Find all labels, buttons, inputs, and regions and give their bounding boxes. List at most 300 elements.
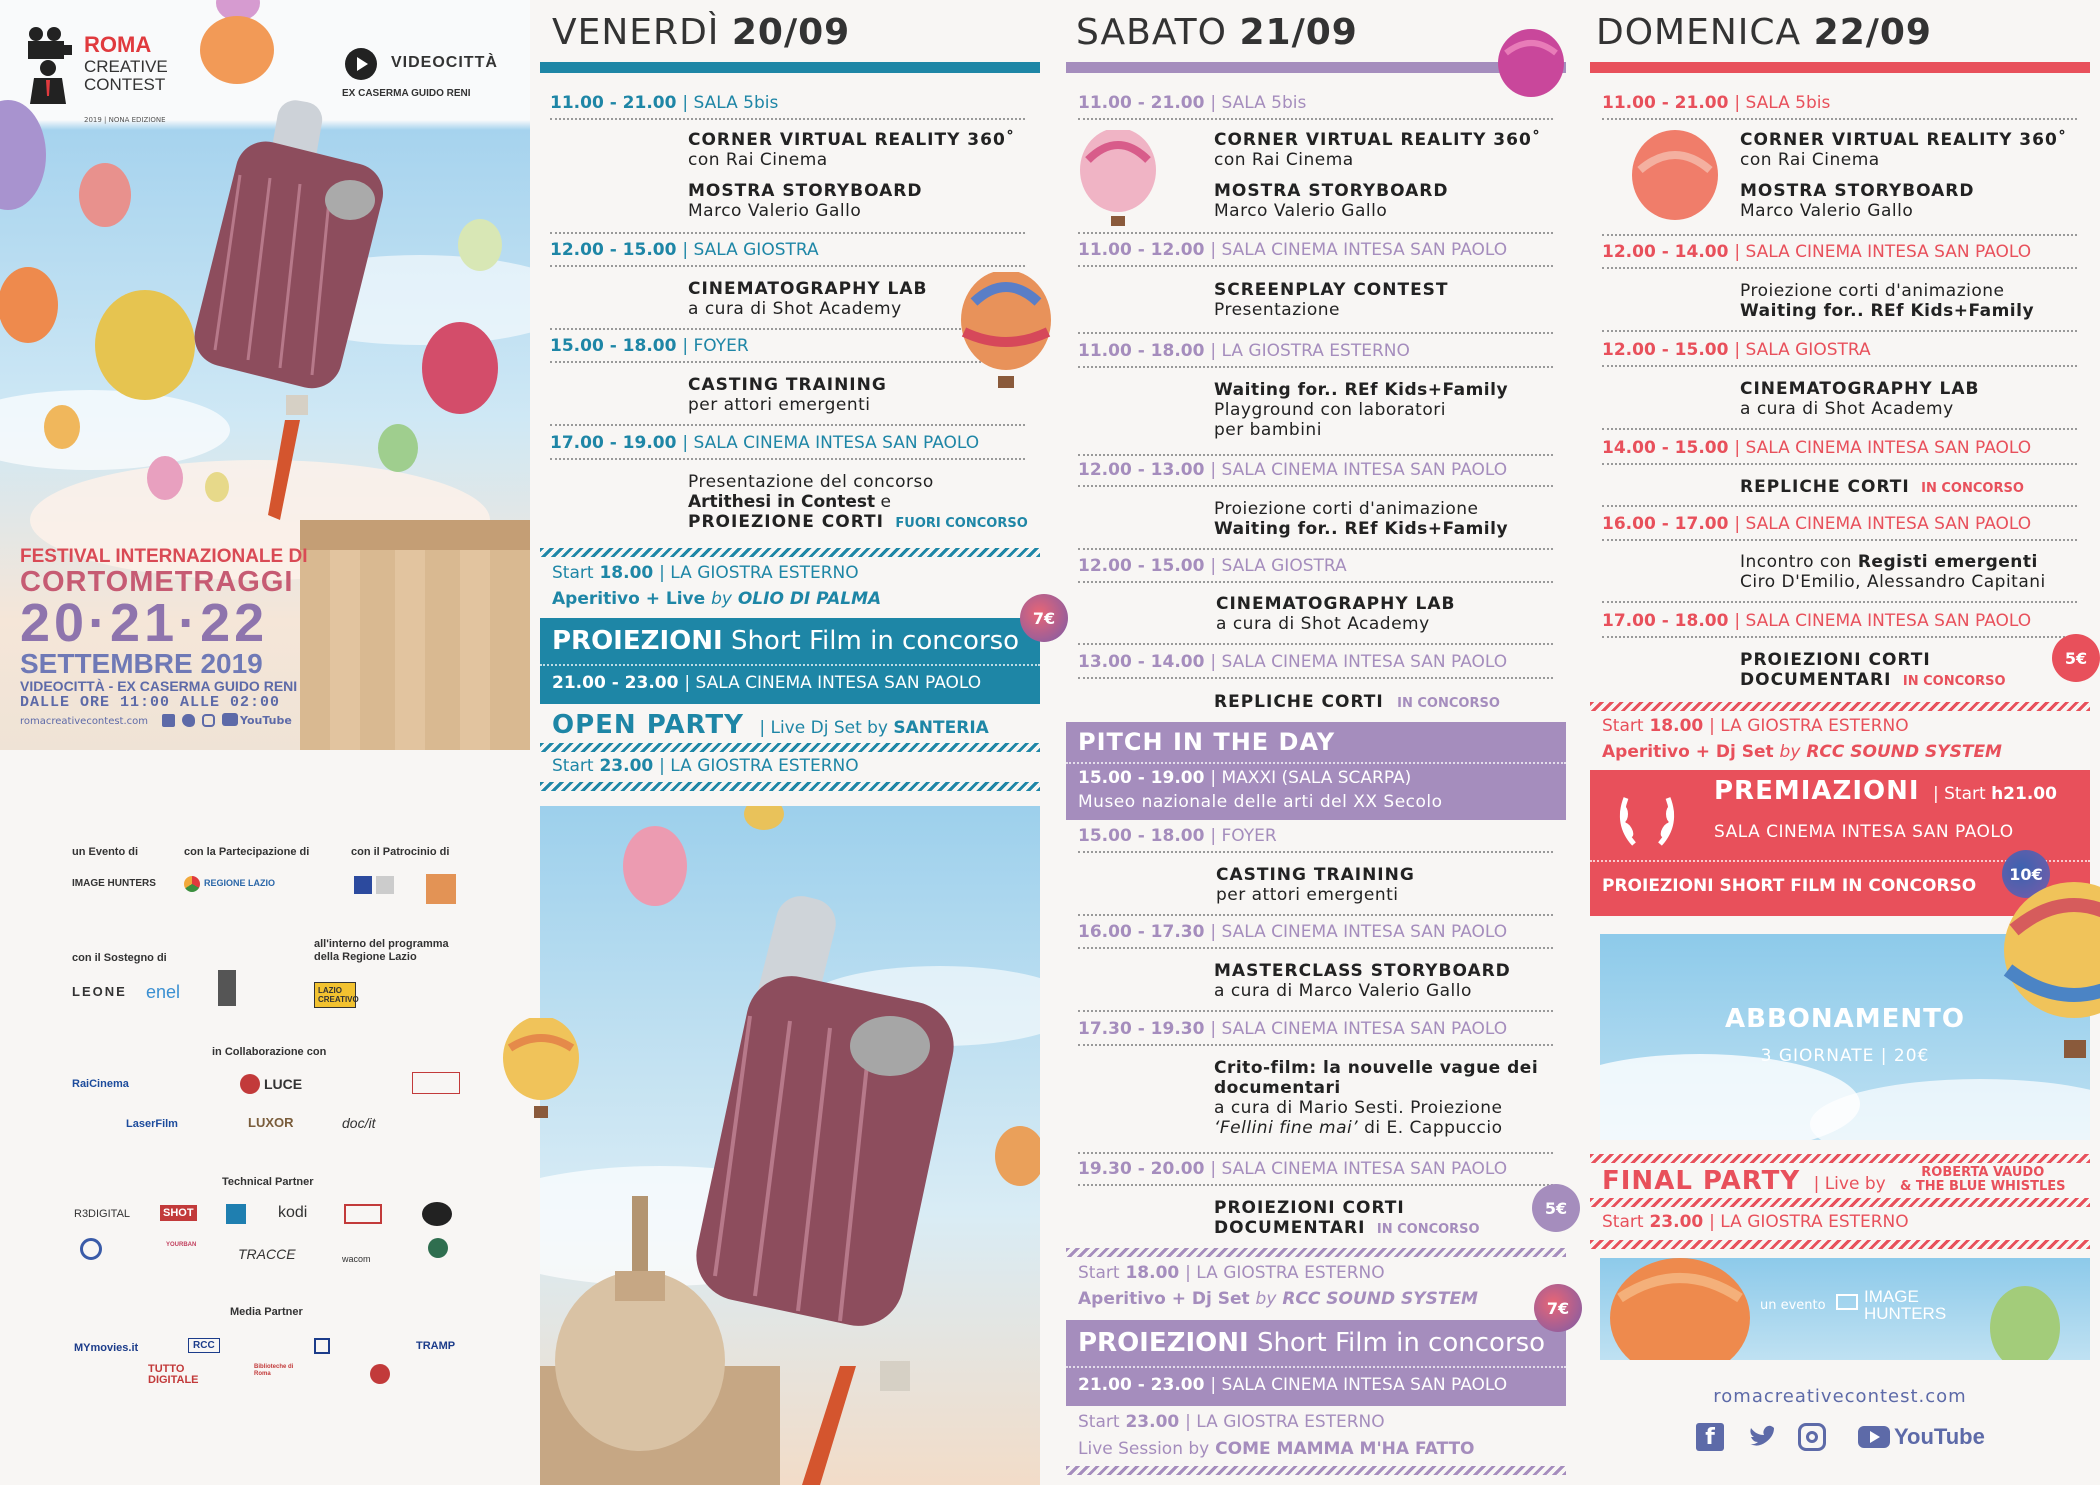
party-title: FINAL PARTY — [1602, 1166, 1801, 1196]
slot-time: 11.00 - 21.00 — [1602, 93, 1729, 113]
divider — [1078, 581, 1553, 583]
proiezioni-label: PROIEZIONI — [552, 626, 723, 656]
divider — [1602, 267, 2077, 269]
divider — [1602, 463, 2077, 465]
abbonamento-desc: 3 GIORNATE | 20€ — [1760, 1046, 1930, 1066]
fuori-concorso-tag: FUORI CONCORSO — [895, 516, 1028, 531]
slot-time: 21.00 - 23.00 — [1078, 1375, 1205, 1395]
logo-shot: SHOT — [160, 1205, 197, 1221]
slot-place: | SALA GIOSTRA — [682, 240, 819, 260]
logo-wacom: wacom — [342, 1254, 371, 1264]
time-slot — [1078, 239, 1507, 261]
day-date: 20/09 — [731, 12, 851, 53]
banner-logo-line: IMAGE — [1864, 1287, 1919, 1306]
divider — [540, 664, 1040, 666]
sunday-column — [1590, 0, 2100, 1485]
divider — [1078, 1152, 1553, 1154]
divider — [550, 424, 1025, 426]
event-connector: e — [875, 492, 891, 512]
balloon-decoration — [1994, 880, 2100, 1090]
time-slot — [1078, 340, 1410, 362]
stripe-divider — [1590, 1198, 2090, 1207]
logo-tracce: TRACCE — [238, 1246, 296, 1262]
event-title: REPLICHE CORTI — [1214, 692, 1384, 712]
time-slot — [1078, 825, 1277, 847]
banner-logo-line: HUNTERS — [1864, 1304, 1947, 1323]
divider — [1602, 539, 2077, 541]
sunday-header — [1596, 12, 1932, 53]
slot-time: 11.00 - 18.00 — [1078, 341, 1205, 361]
stripe-divider — [540, 782, 1040, 791]
slot-place: | SALA CINEMA INTESA SAN PAOLO — [684, 673, 982, 693]
divider — [1078, 118, 1553, 120]
event — [1214, 380, 1508, 440]
live-label: Live Session by — [1078, 1439, 1210, 1459]
aperitivo-line — [1078, 1288, 1478, 1310]
saturday-header — [1076, 12, 1358, 53]
gym-icon — [80, 1238, 102, 1260]
event-title: MOSTRA STORYBOARD — [1740, 181, 1975, 201]
event-desc: Presentazione — [1214, 300, 1340, 320]
friday-header — [552, 12, 850, 53]
event-desc: Proiezione corti d'animazione — [1214, 499, 1479, 519]
aperitivo-line — [552, 588, 881, 610]
start-label: Start — [552, 756, 594, 776]
label-media: Media Partner — [230, 1306, 303, 1318]
slot-place: | SALA 5bis — [682, 93, 779, 113]
party-label: Live by — [1824, 1174, 1886, 1194]
ministry-icon — [376, 876, 394, 894]
live-artist: COME MAMMA M'HA FATTO — [1215, 1439, 1475, 1459]
start-time: h21.00 — [1991, 784, 2057, 804]
scuola-icon — [370, 1364, 390, 1384]
videocitta-sub: EX CASERMA GUIDO RENI — [342, 88, 471, 99]
time-slot — [550, 92, 778, 114]
event — [1216, 865, 1415, 905]
start-line — [1602, 1211, 1909, 1233]
tech-partner-icon — [226, 1204, 246, 1224]
poster-days: 20·21·22 — [20, 593, 269, 653]
poster-cortometraggi: CORTOMETRAGGI — [20, 566, 294, 598]
start-line — [1078, 1262, 1385, 1284]
logo-luce: LUCE — [264, 1076, 303, 1092]
slot-time: 21.00 - 23.00 — [552, 673, 679, 693]
camera-man-icon — [24, 26, 72, 104]
event-title: documentari — [1214, 1078, 1341, 1098]
stripe-divider — [1066, 1248, 1566, 1257]
slot-time: 19.30 - 20.00 — [1078, 1159, 1205, 1179]
aperitivo-artist: OLIO DI PALMA — [737, 589, 882, 609]
slot-place: | SALA CINEMA INTESA SAN PAOLO — [1734, 514, 2032, 534]
slot-place: | SALA GIOSTRA — [1210, 556, 1347, 576]
logo-yourban: YOURBAN — [166, 1242, 197, 1248]
in-concorso-tag: IN CONCORSO — [1397, 696, 1500, 711]
event-title: REPLICHE CORTI — [1740, 477, 1910, 497]
event-desc: Marco Valerio Gallo — [688, 201, 862, 221]
website-link[interactable]: romacreativecontest.com — [1713, 1386, 1967, 1407]
event-title: Artithesi in Contest — [688, 492, 876, 512]
slot-place: | MAXXI (SALA SCARPA) — [1210, 768, 1412, 788]
event — [688, 181, 922, 221]
poster-hours: DALLE ORE 11:00 ALLE 02:00 — [20, 694, 281, 711]
divider — [1078, 1010, 1553, 1012]
twitter-icon[interactable] — [1748, 1424, 1778, 1450]
open-party-line: OPEN PARTY | Live Dj Set by SANTERIA — [552, 710, 989, 740]
divider — [1602, 118, 2077, 120]
event-desc: per bambini — [1214, 420, 1322, 440]
abbonamento-title: ABBONAMENTO — [1725, 1004, 1965, 1034]
slot-place: | SALA CINEMA INTESA SAN PAOLO — [1734, 242, 2032, 262]
event — [688, 130, 1015, 170]
divider — [1602, 365, 2077, 367]
poster-venue: VIDEOCITTÀ - EX CASERMA GUIDO RENI — [20, 678, 298, 694]
event-desc: Proiezione corti d'animazione — [1740, 281, 2005, 301]
film-title: ‘Fellini fine mai’ — [1214, 1118, 1359, 1138]
balloon-decoration — [956, 272, 1056, 402]
divider — [1078, 914, 1553, 916]
price-badge: 5€ — [2052, 634, 2100, 682]
partner-mark-icon — [218, 970, 236, 1006]
day-date: 22/09 — [1813, 12, 1932, 53]
time-slot — [1602, 610, 2031, 632]
event — [1740, 281, 2034, 321]
divider — [1078, 548, 1553, 550]
start-time: 23.00 — [1125, 1412, 1180, 1432]
event-title: CASTING TRAINING — [688, 375, 887, 395]
in-concorso-tag: IN CONCORSO — [1376, 1222, 1480, 1237]
production-icon — [422, 1202, 452, 1226]
divider — [550, 328, 1025, 330]
eu-flag-icon — [354, 876, 372, 894]
time-slot — [1078, 651, 1507, 673]
event-desc: a cura di Marco Valerio Gallo — [1214, 981, 1472, 1001]
event-title: MASTERCLASS STORYBOARD — [1214, 961, 1511, 981]
aperitivo-artist: RCC SOUND SYSTEM — [1282, 1289, 1478, 1309]
divider — [1078, 1184, 1553, 1186]
start-line — [552, 755, 859, 777]
facebook-icon[interactable]: f — [1696, 1423, 1724, 1451]
time-slot — [550, 335, 749, 357]
in-concorso-tag: IN CONCORSO — [1921, 481, 2024, 496]
slot-place: | SALA CINEMA INTESA SAN PAOLO — [682, 433, 980, 453]
slot-place: | SALA CINEMA INTESA SAN PAOLO — [1210, 1375, 1508, 1395]
slot-time: 17.00 - 19.00 — [550, 433, 677, 453]
stripe-divider — [1590, 1240, 2090, 1249]
youtube-icon[interactable] — [222, 713, 238, 726]
event-title: DOCUMENTARI — [1740, 670, 1892, 690]
proiezioni-box — [540, 618, 1040, 704]
day-name: VENERDÌ — [552, 12, 720, 53]
start-label: Start — [1602, 716, 1644, 736]
event-desc: di E. Cappuccio — [1358, 1118, 1503, 1138]
friday-bar — [540, 62, 1040, 73]
event-title: CORNER VIRTUAL REALITY 360˚ — [1740, 130, 2068, 150]
event — [1214, 1058, 1538, 1138]
time-slot — [1078, 921, 1507, 943]
day-name: SABATO — [1076, 12, 1228, 53]
settore-icon — [428, 1238, 448, 1258]
event — [1740, 650, 2006, 692]
logo-edition: 2019 | NONA EDIZIONE — [84, 116, 166, 124]
poster-month: SETTEMBRE 2019 — [20, 648, 263, 679]
time-slot — [1078, 767, 1411, 789]
divider — [1078, 677, 1553, 679]
stripe-divider — [1066, 1466, 1566, 1475]
final-party-artist — [1900, 1166, 2066, 1194]
time-slot — [1602, 339, 1871, 361]
instagram-icon[interactable] — [1798, 1423, 1826, 1451]
tech-partner-box-icon — [344, 1204, 382, 1224]
time-slot — [1602, 513, 2031, 535]
slot-time: 15.00 - 18.00 — [1078, 826, 1205, 846]
banner-logo — [1864, 1288, 1946, 1322]
slot-place: | SALA CINEMA INTESA SAN PAOLO — [1210, 922, 1508, 942]
event-title: MOSTRA STORYBOARD — [688, 181, 923, 201]
divider — [1078, 265, 1553, 267]
aperitivo-by: by — [711, 589, 732, 609]
start-place: | LA GIOSTRA ESTERNO — [1709, 716, 1909, 736]
start-line — [1078, 1411, 1385, 1433]
divider — [1602, 330, 2077, 332]
sunday-bar — [1590, 62, 2090, 73]
slot-time: 17.00 - 18.00 — [1602, 611, 1729, 631]
slot-place: | SALA CINEMA INTESA SAN PAOLO — [1210, 1019, 1508, 1039]
final-party-line: FINAL PARTY | Live by — [1602, 1166, 1886, 1196]
event — [1740, 477, 2024, 499]
saturday-column — [1066, 0, 1570, 1485]
time-slot — [1602, 437, 2031, 459]
divider — [1602, 234, 2077, 236]
artist-line: & THE BLUE WHISTLES — [1900, 1179, 2066, 1194]
divider — [1078, 851, 1553, 853]
poster-festival-line: FESTIVAL INTERNAZIONALE DI — [20, 546, 308, 567]
friday-column — [540, 0, 1056, 1485]
aperitivo-by: by — [1255, 1289, 1277, 1309]
slot-time: 15.00 - 18.00 — [550, 336, 677, 356]
premiazioni-title: PREMIAZIONI — [1714, 776, 1920, 806]
event — [1214, 1198, 1480, 1240]
slot-time: 12.00 - 15.00 — [1602, 340, 1729, 360]
event-title: CINEMATOGRAPHY LAB — [688, 279, 928, 299]
play-icon — [345, 48, 377, 80]
start-label: Start — [1078, 1263, 1120, 1283]
slot-time: 12.00 - 13.00 — [1078, 460, 1205, 480]
banner-evento: un evento — [1760, 1298, 1826, 1313]
divider — [1602, 601, 2077, 603]
logo-enel: enel — [146, 982, 181, 1002]
slot-time: 16.00 - 17.00 — [1602, 514, 1729, 534]
event-desc: a cura di Shot Academy — [688, 299, 902, 319]
time-slot — [1602, 92, 1830, 114]
artist-line: ROBERTA VAUDO — [1921, 1165, 2045, 1180]
media-icon — [314, 1338, 330, 1354]
youtube-icon[interactable] — [1858, 1426, 1890, 1448]
divider — [550, 458, 1025, 460]
instagram-icon[interactable] — [202, 714, 215, 727]
festival-poster — [0, 0, 530, 750]
slot-time: 17.30 - 19.30 — [1078, 1019, 1205, 1039]
slot-place: | SALA 5bis — [1734, 93, 1831, 113]
start-label: Start — [552, 563, 594, 583]
logo-biblioteche: Biblioteche di Roma — [254, 1364, 294, 1377]
logo-kodi: kodi — [278, 1204, 308, 1221]
slot-place: | FOYER — [682, 336, 749, 356]
aperitivo-title: Aperitivo + Live — [552, 589, 706, 609]
balloon-decoration — [1496, 28, 1566, 108]
divider — [1078, 485, 1553, 487]
event-desc: a cura di Shot Academy — [1216, 614, 1430, 634]
slot-place: | SALA CINEMA INTESA SAN PAOLO — [1734, 438, 2032, 458]
event — [688, 472, 1028, 534]
divider — [1078, 332, 1553, 334]
event-title: PROIEZIONI CORTI — [1214, 1198, 1405, 1218]
divider — [1602, 505, 2077, 507]
stripe-divider — [1590, 702, 2090, 711]
vision-icon — [412, 1072, 460, 1094]
divider — [1078, 643, 1553, 645]
divider — [550, 232, 1025, 234]
time-slot — [1078, 1374, 1507, 1396]
start-label: Start — [1944, 784, 1986, 804]
party-label: Live Dj Set by — [770, 718, 888, 738]
proiezioni-subtitle: Short Film in concorso — [730, 626, 1020, 656]
time-slot — [550, 239, 819, 261]
logo-tramp: TRAMP — [416, 1340, 456, 1352]
facebook-icon[interactable] — [162, 714, 175, 727]
event-title: MOSTRA STORYBOARD — [1214, 181, 1449, 201]
event-title: CINEMATOGRAPHY LAB — [1216, 594, 1456, 614]
event — [1214, 961, 1511, 1001]
divider — [550, 118, 1025, 120]
day-name: DOMENICA — [1596, 12, 1802, 53]
image-hunters-banner — [1600, 1258, 2090, 1360]
slot-time: 12.00 - 14.00 — [1602, 242, 1729, 262]
time-slot — [1078, 1158, 1507, 1180]
laurel-icon — [1612, 784, 1682, 854]
aperitivo-line — [1602, 741, 2002, 763]
price-badge: 7€ — [1020, 594, 1068, 642]
divider — [1078, 1044, 1553, 1046]
party-title: OPEN PARTY — [552, 710, 744, 740]
logo-image-hunters: IMAGE HUNTERS — [72, 878, 156, 889]
regione-lazio-icon — [184, 876, 200, 892]
start-place: | LA GIOSTRA ESTERNO — [1185, 1263, 1385, 1283]
start-place: | LA GIOSTRA ESTERNO — [1709, 1212, 1909, 1232]
divider — [1066, 762, 1566, 764]
label-evento: un Evento di — [72, 846, 138, 858]
premiazioni-place: SALA CINEMA INTESA SAN PAOLO — [1714, 822, 2014, 842]
event-desc: per attori emergenti — [1216, 885, 1399, 905]
event-title: Registi emergenti — [1857, 552, 2038, 572]
time-slot — [1078, 92, 1306, 114]
price-badge: 7€ — [1534, 1284, 1582, 1332]
logo-r3digital: R3DIGITAL — [74, 1208, 131, 1220]
aperitivo-title: Aperitivo + Dj Set — [1078, 1289, 1250, 1309]
event — [1214, 692, 1500, 714]
event-desc: a cura di Mario Sesti. Proiezione — [1214, 1098, 1503, 1118]
logo-doc-it: doc/it — [342, 1115, 376, 1131]
divider — [1602, 428, 2077, 430]
logo-tutto-digitale: TUTTO DIGITALE — [148, 1363, 199, 1386]
start-time: 23.00 — [1649, 1212, 1704, 1232]
event-desc: Incontro con — [1740, 552, 1858, 572]
divider — [550, 265, 1025, 267]
event-title: Waiting for.. REf Kids+Family — [1214, 519, 1509, 539]
aperitivo-artist: RCC SOUND SYSTEM — [1806, 742, 2002, 762]
poster-site[interactable]: romacreativecontest.com — [20, 716, 149, 727]
slot-time: 15.00 - 19.00 — [1078, 768, 1205, 788]
label-technical: Technical Partner — [222, 1176, 314, 1188]
label-patrocinio: con il Patrocinio di — [351, 846, 450, 858]
event-title: CASTING TRAINING — [1216, 865, 1415, 885]
label-partecipazione: con la Partecipazione di — [184, 846, 310, 858]
event-title: Waiting for.. REf Kids+Family — [1214, 380, 1509, 400]
slot-place: | SALA CINEMA INTESA SAN PAOLO — [1734, 611, 2032, 631]
divider — [1078, 366, 1553, 368]
aperitivo-by: by — [1779, 742, 1801, 762]
premiazioni-proiezioni: PROIEZIONI SHORT FILM IN CONCORSO — [1602, 876, 1977, 896]
logo-laser-film: LaserFilm — [126, 1118, 178, 1130]
roma-lazio-film-icon — [426, 874, 456, 904]
poster-youtube-label: YouTube — [240, 714, 292, 727]
start-place: | LA GIOSTRA ESTERNO — [659, 756, 859, 776]
logo-sub-contest: CONTEST — [84, 75, 166, 94]
event — [1214, 499, 1508, 539]
label-programma: all'interno del programma della Regione Lazio — [314, 938, 449, 963]
slot-place: | SALA CINEMA INTESA SAN PAOLO — [1210, 1159, 1508, 1179]
logo-sub-creative: CREATIVE — [84, 57, 168, 76]
start-time: 23.00 — [599, 756, 654, 776]
event — [1214, 181, 1448, 221]
divider — [1078, 232, 1553, 234]
slot-place: | SALA CINEMA INTESA SAN PAOLO — [1210, 240, 1508, 260]
logo-mymovies: MYmovies.it — [74, 1342, 139, 1354]
event — [1740, 379, 1980, 419]
event — [1740, 181, 1974, 221]
event-desc: Ciro D'Emilio, Alessandro Capitani — [1740, 572, 2046, 592]
event-desc: Playground con laboratori — [1214, 400, 1446, 420]
time-slot — [1602, 241, 2031, 263]
partners-section — [0, 750, 530, 1485]
slot-time: 11.00 - 21.00 — [550, 93, 677, 113]
in-concorso-tag: IN CONCORSO — [1902, 674, 2006, 689]
videocitta-name: VIDEOCITTÀ — [391, 54, 498, 71]
pitch-desc: Museo nazionale delle arti del XX Secolo — [1078, 792, 1443, 812]
start-label: Start — [1078, 1412, 1120, 1432]
stripe-divider — [540, 548, 1040, 557]
logo-leone: LEONE — [72, 984, 127, 999]
event-desc: Marco Valerio Gallo — [1214, 201, 1388, 221]
divider — [1078, 454, 1553, 456]
start-place: | LA GIOSTRA ESTERNO — [659, 563, 859, 583]
twitter-icon[interactable] — [182, 714, 195, 727]
proiezioni-box — [1066, 1320, 1566, 1406]
stripe-divider — [540, 743, 1040, 752]
event-title: CORNER VIRTUAL REALITY 360˚ — [1214, 130, 1542, 150]
event-desc: per attori emergenti — [688, 395, 871, 415]
roma-creative-contest-logo — [24, 20, 174, 124]
luce-icon — [240, 1074, 260, 1094]
price-badge: 5€ — [1532, 1184, 1580, 1232]
start-time: 18.00 — [599, 563, 654, 583]
slot-time: 14.00 - 15.00 — [1602, 438, 1729, 458]
pitch-title: PITCH IN THE DAY — [1078, 728, 1336, 756]
logo-luxor: LUXOR — [248, 1115, 294, 1130]
balloon-decoration — [1630, 130, 1720, 225]
friday-illustration — [540, 806, 1040, 1485]
event — [1216, 594, 1456, 634]
slot-place: | SALA 5bis — [1210, 93, 1307, 113]
